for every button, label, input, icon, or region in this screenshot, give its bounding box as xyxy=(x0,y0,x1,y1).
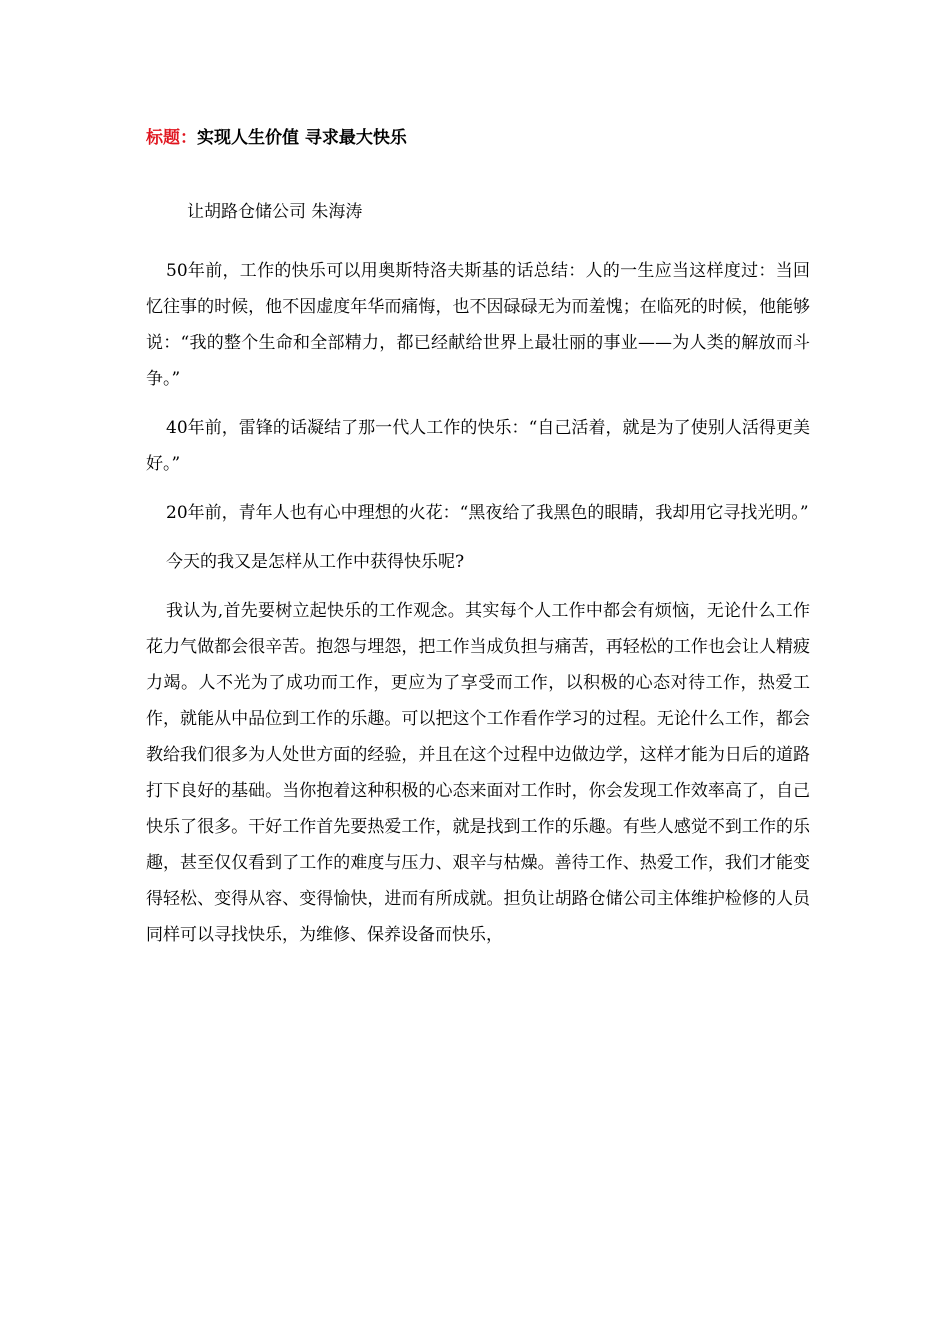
paragraph-3: 20年前，青年人也有心中理想的火花：“黑夜给了我黑色的眼睛，我却用它寻找光明。” xyxy=(166,503,809,523)
paragraph-5: 我认为,首先要树立起快乐的工作观念。其实每个人工作中都会有烦恼，无论什么工作花力气做都会很辛苦。抱怨与埋怨，把工作当成负担与痛苦，再轻松的工作也会让人精疲力竭。人不光为了成功而工作，更应为了享受而工作，以积极的心态对待工作，热爱工作，就能从中品位到工作的乐趣。可以把这个工作看作学习的过程。无论什么工作，都会教给我们很多为人处世方面的经验，并且在这个过程中边做边学，这样才能为日后的道路打下良好的基础。当你抱着这种积极的心态来面对工作时，你会发现工作效率高了，自己快乐了很多。干好工作首先要热爱工作，就是找到工作的乐趣。有些人感觉不到工作的乐趣，甚至仅仅看到了工作的难度与压力、艰辛与枯燥。善待工作、热爱工作，我们才能变得轻松、变得从容、变得愉快，进而有所成就。担负让胡路仓储公司主体维护检修的人员同样可以寻找快乐，为维修、保养设备而快乐， xyxy=(146,601,810,945)
paragraph-2: 40年前，雷锋的话凝结了那一代人工作的快乐：“自己活着，就是为了使别人活得更美好。” xyxy=(146,418,810,474)
title-text: 实现人生价值 寻求最大快乐 xyxy=(197,128,407,148)
title-label: 标题： xyxy=(146,128,197,148)
author-line: 让胡路仓储公司 朱海涛 xyxy=(187,202,363,222)
document-body xyxy=(146,253,810,966)
paragraph-4: 今天的我又是怎样从工作中获得快乐呢? xyxy=(166,552,465,572)
document-title xyxy=(146,126,407,150)
paragraph-1: 50年前，工作的快乐可以用奥斯特洛夫斯基的话总结：人的一生应当这样度过：当回忆往事的时候，他不因虚度年华而痛悔，也不因碌碌无为而羞愧；在临死的时候，他能够说：“我的整个生命和全部精力，都已经献给世界上最壮丽的事业——为人类的解放而斗争。” xyxy=(146,261,810,389)
